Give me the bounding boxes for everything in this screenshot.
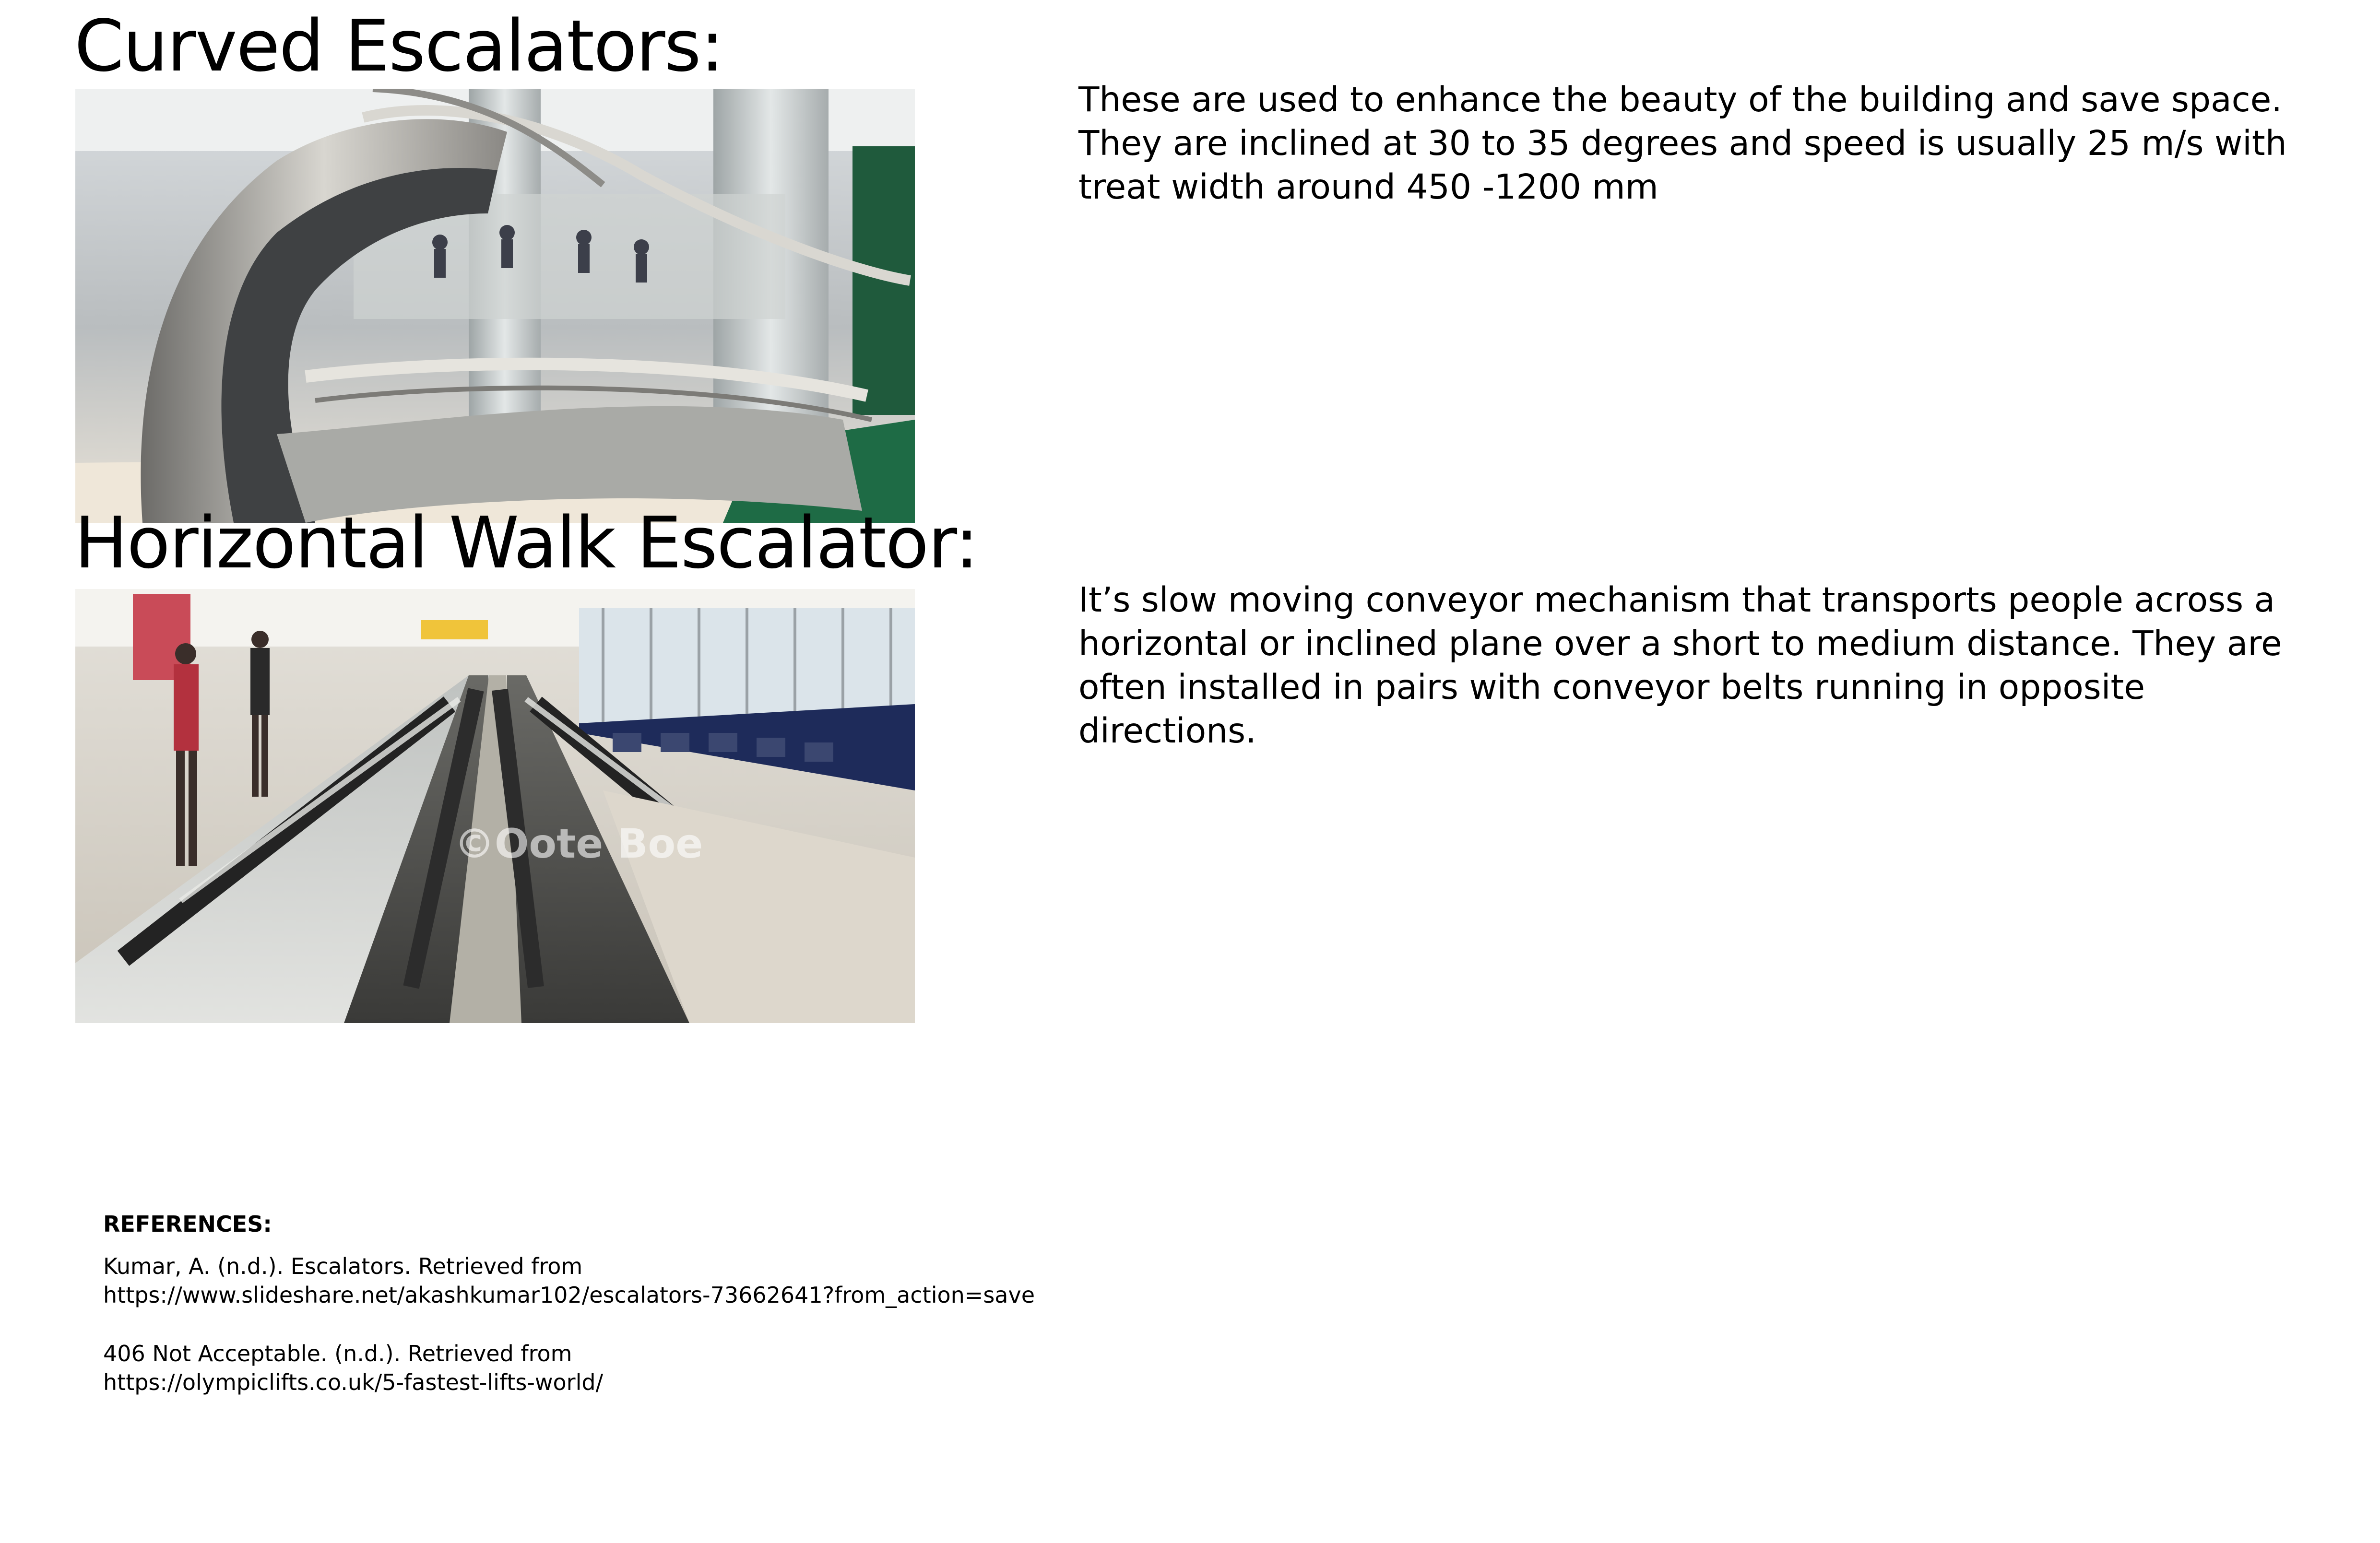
moving-walkway-photo bbox=[75, 589, 915, 1023]
curved-escalators-heading: Curved Escalators: bbox=[74, 5, 723, 87]
reference-url-link[interactable]: https://olympiclifts.co.uk/5-fastest-lifts-world/ bbox=[103, 1369, 604, 1395]
references-section bbox=[103, 1210, 1350, 1426]
horizontal-walk-escalator-heading: Horizontal Walk Escalator: bbox=[74, 502, 978, 584]
photo-watermark: ©Oote Boe bbox=[454, 820, 703, 867]
reference-citation: 406 Not Acceptable. (n.d.). Retrieved from bbox=[103, 1341, 572, 1366]
horizontal-walk-escalator-description: It’s slow moving conveyor mechanism that transports people across a horizontal or inclined plane over a short to medium distance. They are often installed in pairs with conveyor belts running in opposite directions. bbox=[1078, 580, 2282, 751]
reference-url-link[interactable]: https://www.slideshare.net/akashkumar102/escalators-73662641?from_action=save bbox=[103, 1282, 1035, 1308]
reference-item bbox=[103, 1252, 1350, 1309]
curved-escalator-photo bbox=[75, 89, 915, 523]
curved-escalators-description: These are used to enhance the beauty of the building and save space. They are inclined at 30 to 35 degrees and speed is usually 25 m/s with treat width around 450 -1200 mm bbox=[1078, 80, 2287, 207]
reference-item bbox=[103, 1339, 1350, 1397]
references-title: REFERENCES: bbox=[103, 1211, 272, 1237]
reference-citation: Kumar, A. (n.d.). Escalators. Retrieved from bbox=[103, 1253, 583, 1279]
